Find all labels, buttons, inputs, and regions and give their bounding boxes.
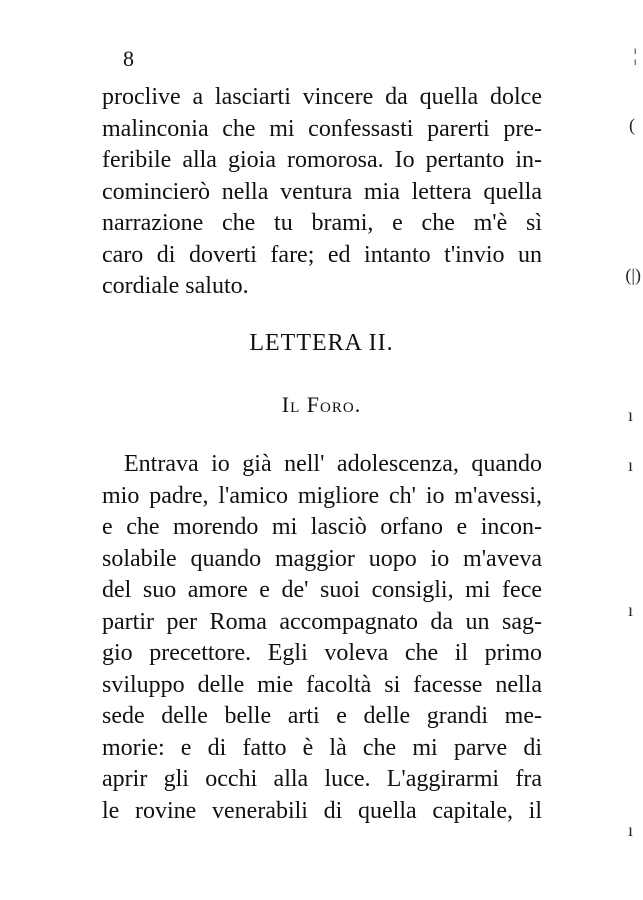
text-line: le rovine venerabili di quella capitale, il [102, 797, 542, 824]
text-line: malinconia che mi confessasti parerti pre- [102, 115, 542, 142]
text-line: feribile alla gioia romorosa. Io pertanto in- [102, 147, 542, 173]
text-line: sviluppo delle mie facoltà si facesse nella [102, 671, 542, 698]
body-paragraph [102, 449, 542, 827]
edge-mark: (|) [625, 265, 641, 285]
text-line: gio precettore. Egli voleva che il primo [102, 640, 542, 666]
text-line: mio padre, l'amico migliore ch' io m'avessi, [102, 482, 542, 509]
edge-mark: ¦ [633, 45, 637, 65]
text-line: del suo amore e de' suoi consigli, mi fece [102, 577, 542, 603]
text-line: proclive a lasciarti vincere da quella dolce [102, 84, 542, 110]
text-line: Entrava io già nell' adolescenza, quando [124, 451, 542, 477]
page-edge-bleed-marks [613, 0, 643, 900]
edge-mark: ( [629, 115, 635, 135]
text-line: aprir gli occhi alla luce. L'aggirarmi fra [102, 766, 542, 792]
text-line: e che morendo mi lasciò orfano e incon- [102, 514, 542, 540]
continuation-paragraph [102, 82, 542, 303]
page-number: 8 [123, 46, 134, 71]
edge-mark: ı [627, 455, 633, 475]
text-line: cordiale saluto. [102, 273, 249, 299]
letter-heading: LETTERA II. [249, 330, 394, 356]
text-line: partir per Roma accompagnato da un sag- [102, 608, 542, 635]
edge-mark: ı [627, 405, 633, 425]
edge-mark: ı [627, 820, 633, 840]
text-line: sede delle belle arti e delle grandi me- [102, 703, 542, 729]
text-line: narrazione che tu brami, e che m'è sì [102, 210, 542, 236]
text-line: solabile quando maggior uopo io m'aveva [102, 545, 542, 572]
edge-mark: ı [627, 600, 633, 620]
text-line: morie: e di fatto è là che mi parve di [102, 734, 542, 761]
section-heading: Il Foro. [281, 392, 362, 417]
text-line: caro di doverti fare; ed intanto t'invio un [102, 241, 542, 268]
text-line: comincierò nella ventura mia lettera quella [102, 178, 542, 205]
